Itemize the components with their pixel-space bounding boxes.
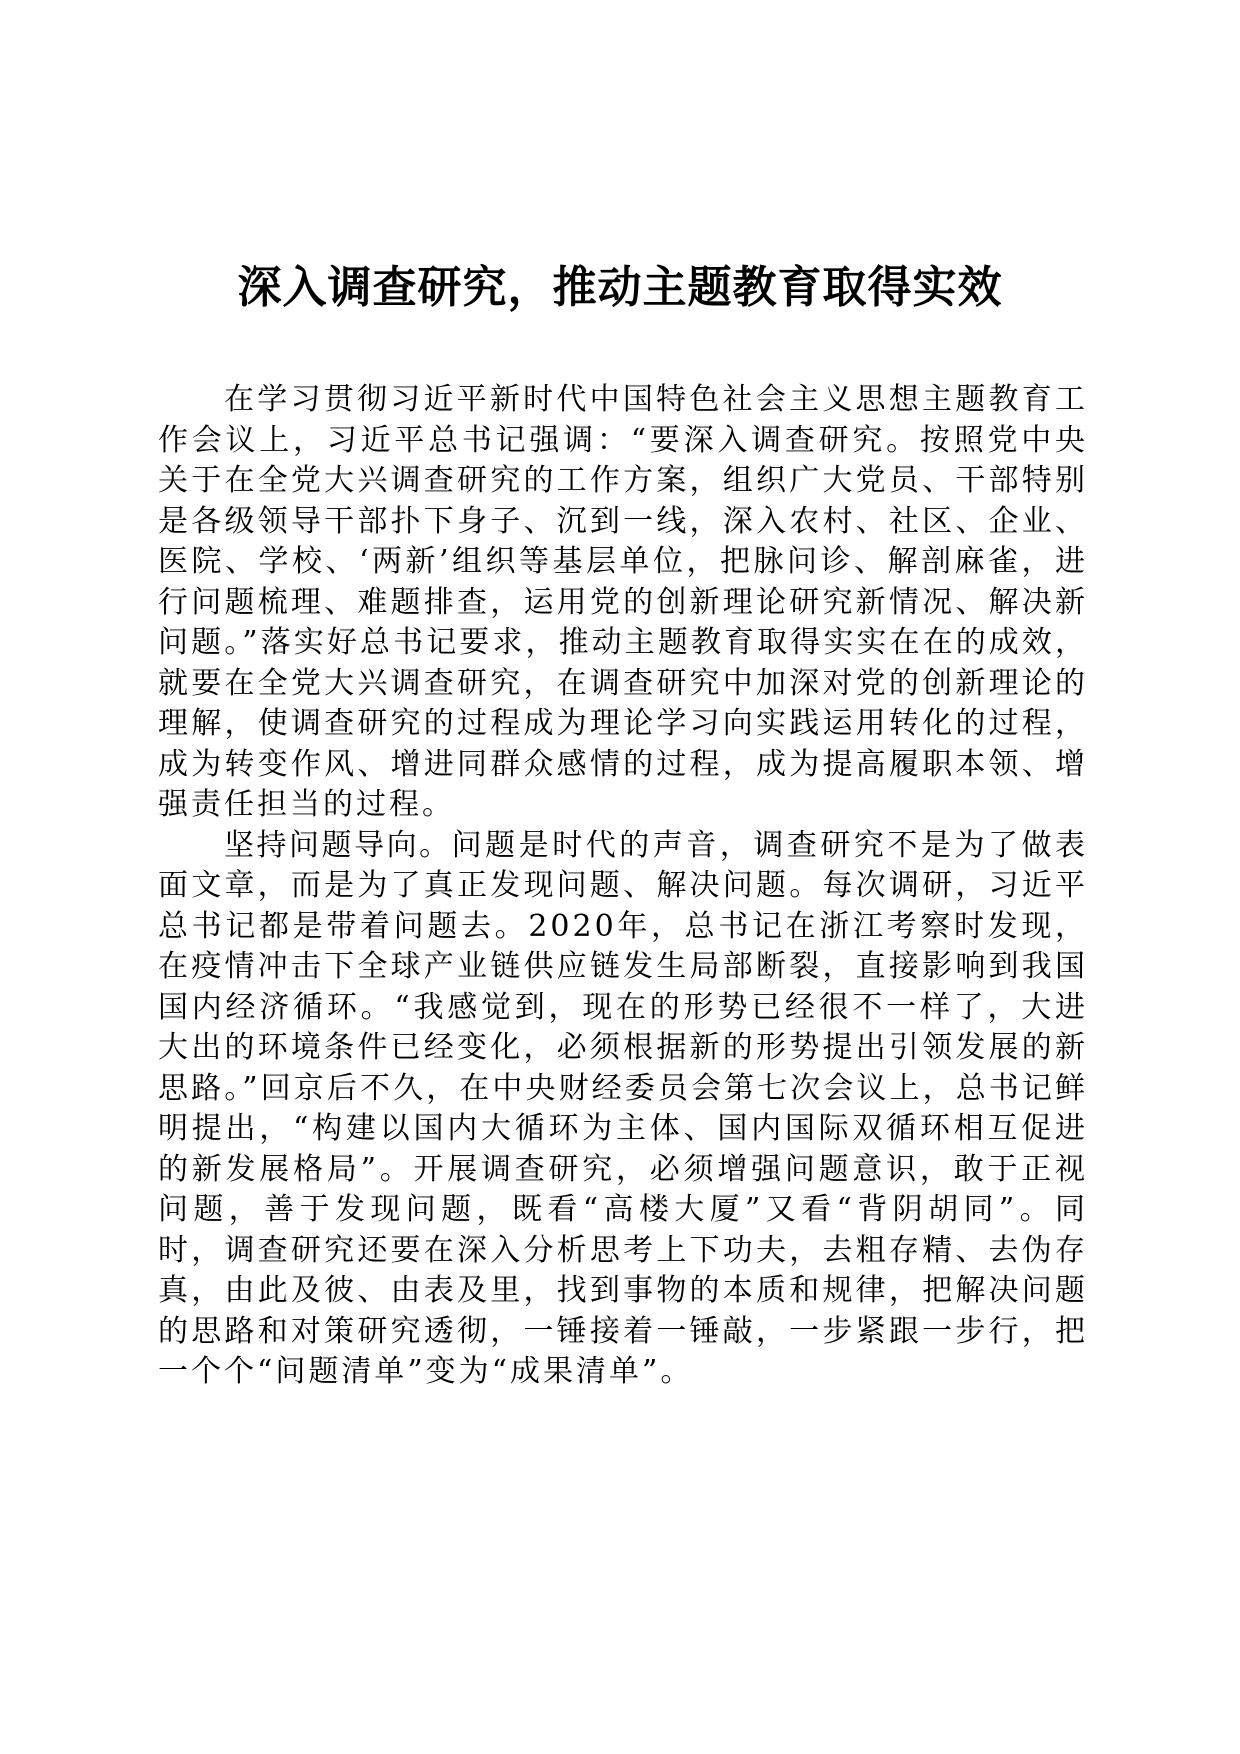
paragraph-problem-orientation <box>158 826 1088 1393</box>
paragraph-intro <box>158 380 1088 826</box>
paragraph-intro-text: 在学习贯彻习近平新时代中国特色社会主义思想主题教育工作会议上，习近平总书记强调：“要深入调查研究。按照党中央关于在全党大兴调查研究的工作方案，组织广大党员、干部特别是各级领导干部扑下身子、沉到一线，深入农村、社区、企业、医院、学校、‘两新’组织等基层单位，把脉问诊、解剖麻雀，进行问题梳理、难题排查，运用党的创新理论研究新情况、解决新问题。”落实好总书记要求，推动主题教育取得实实在在的成效，就要在全党大兴调查研究，在调查研究中加深对党的创新理论的理解，使调查研究的过程成为理论学习向实践运用转化的过程，成为转变作风、增进同群众感情的过程，成为提高履职本领、增强责任担当的过程。 <box>158 382 1088 822</box>
paragraph-lead-heading: 坚持问题导向。 <box>224 827 452 863</box>
paragraph-problem-orientation-text: 问题是时代的声音，调查研究不是为了做表面文章，而是为了真正发现问题、解决问题。每次调研，习近平总书记都是带着问题去。2020年，总书记在浙江考察时发现，在疫情冲击下全球产业链供应链发生局部断裂，直接影响到我国国内经济循环。“我感觉到，现在的形势已经很不一样了，大进大出的环境条件已经变化，必须根据新的形势提出引领发展的新思路。”回京后不久，在中央财经委员会第七次会议上，总书记鲜明提出，“构建以国内大循环为主体、国内国际双循环相互促进的新发展格局”。开展调查研究，必须增强问题意识，敢于正视问题，善于发现问题，既看“高楼大厦”又看“背阴胡同”。同时，调查研究还要在深入分析思考上下功夫，去粗存精、去伪存真，由此及彼、由表及里，找到事物的本质和规律，把解决问题的思路和对策研究透彻，一锤接着一锤敲，一步紧跟一步行，把一个个“问题清单”变为“成果清单”。 <box>158 827 1089 1389</box>
document-title: 深入调查研究，推动主题教育取得实效 <box>237 262 1003 313</box>
document-body <box>158 380 1088 1393</box>
